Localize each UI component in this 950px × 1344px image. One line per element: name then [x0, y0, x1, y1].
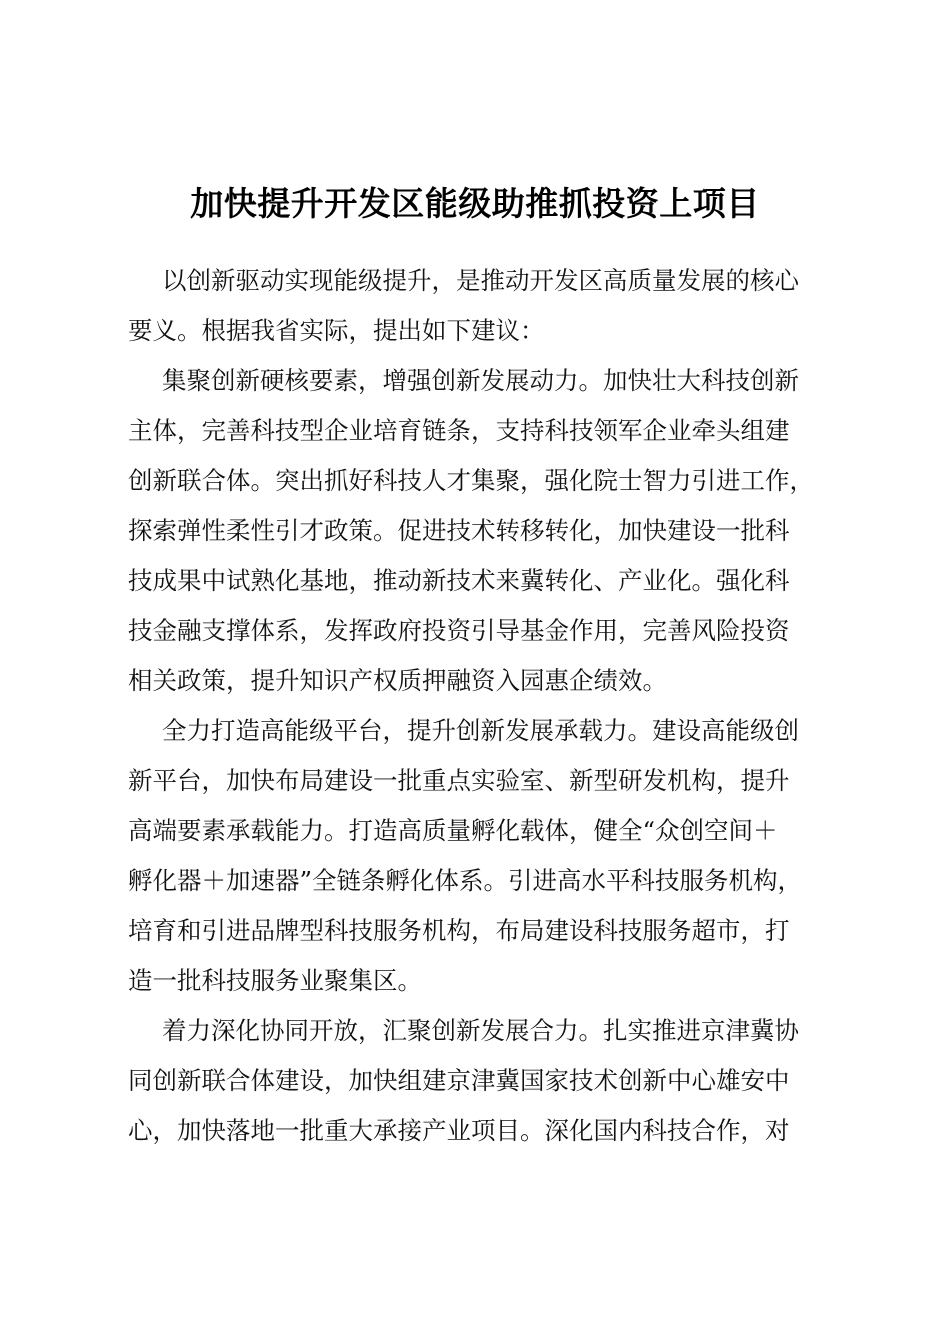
paragraph-4 — [128, 1006, 838, 1156]
paragraph-line: 主体，完善科技型企业培育链条，支持科技领军企业牵头组建 — [128, 416, 790, 445]
paragraph-line: 造一批科技服务业聚集区。 — [128, 966, 422, 995]
paragraph-line: 以创新驱动实现能级提升，是推动开发区高质量发展的核心 — [162, 266, 799, 295]
paragraph-line: 创新联合体。突出抓好科技人才集聚，强化院士智力引进工作， — [128, 466, 814, 495]
paragraph-2 — [128, 356, 838, 706]
document-title: 加快提升开发区能级助推抓投资上项目 — [190, 184, 760, 223]
paragraph-line: 高端要素承载能力。打造高质量孵化载体，健全“众创空间＋ — [128, 816, 778, 845]
paragraph-line: 集聚创新硬核要素，增强创新发展动力。加快壮大科技创新 — [162, 366, 799, 395]
paragraph-line: 同创新联合体建设，加快组建京津冀国家技术创新中心雄安中 — [128, 1066, 790, 1095]
paragraph-line: 技成果中试熟化基地，推动新技术来冀转化、产业化。强化科 — [128, 566, 790, 595]
paragraph-3 — [128, 706, 838, 1006]
paragraph-line: 孵化器＋加速器”全链条孵化体系。引进高水平科技服务机构， — [128, 866, 803, 895]
paragraph-line: 技金融支撑体系，发挥政府投资引导基金作用，完善风险投资 — [128, 616, 790, 645]
paragraph-line: 相关政策，提升知识产权质押融资入园惠企绩效。 — [128, 666, 667, 695]
paragraph-line: 全力打造高能级平台，提升创新发展承载力。建设高能级创 — [162, 716, 799, 745]
paragraph-1 — [128, 256, 838, 356]
paragraph-line: 要义。根据我省实际，提出如下建议： — [128, 316, 545, 345]
paragraph-line: 新平台，加快布局建设一批重点实验室、新型研发机构，提升 — [128, 766, 790, 795]
paragraph-line: 心，加快落地一批重大承接产业项目。深化国内科技合作，对 — [128, 1116, 790, 1145]
paragraph-line: 探索弹性柔性引才政策。促进技术转移转化，加快建设一批科 — [128, 516, 790, 545]
paragraph-line: 着力深化协同开放，汇聚创新发展合力。扎实推进京津冀协 — [162, 1016, 799, 1045]
document-body — [128, 256, 838, 1156]
paragraph-line: 培育和引进品牌型科技服务机构，布局建设科技服务超市，打 — [128, 916, 790, 945]
